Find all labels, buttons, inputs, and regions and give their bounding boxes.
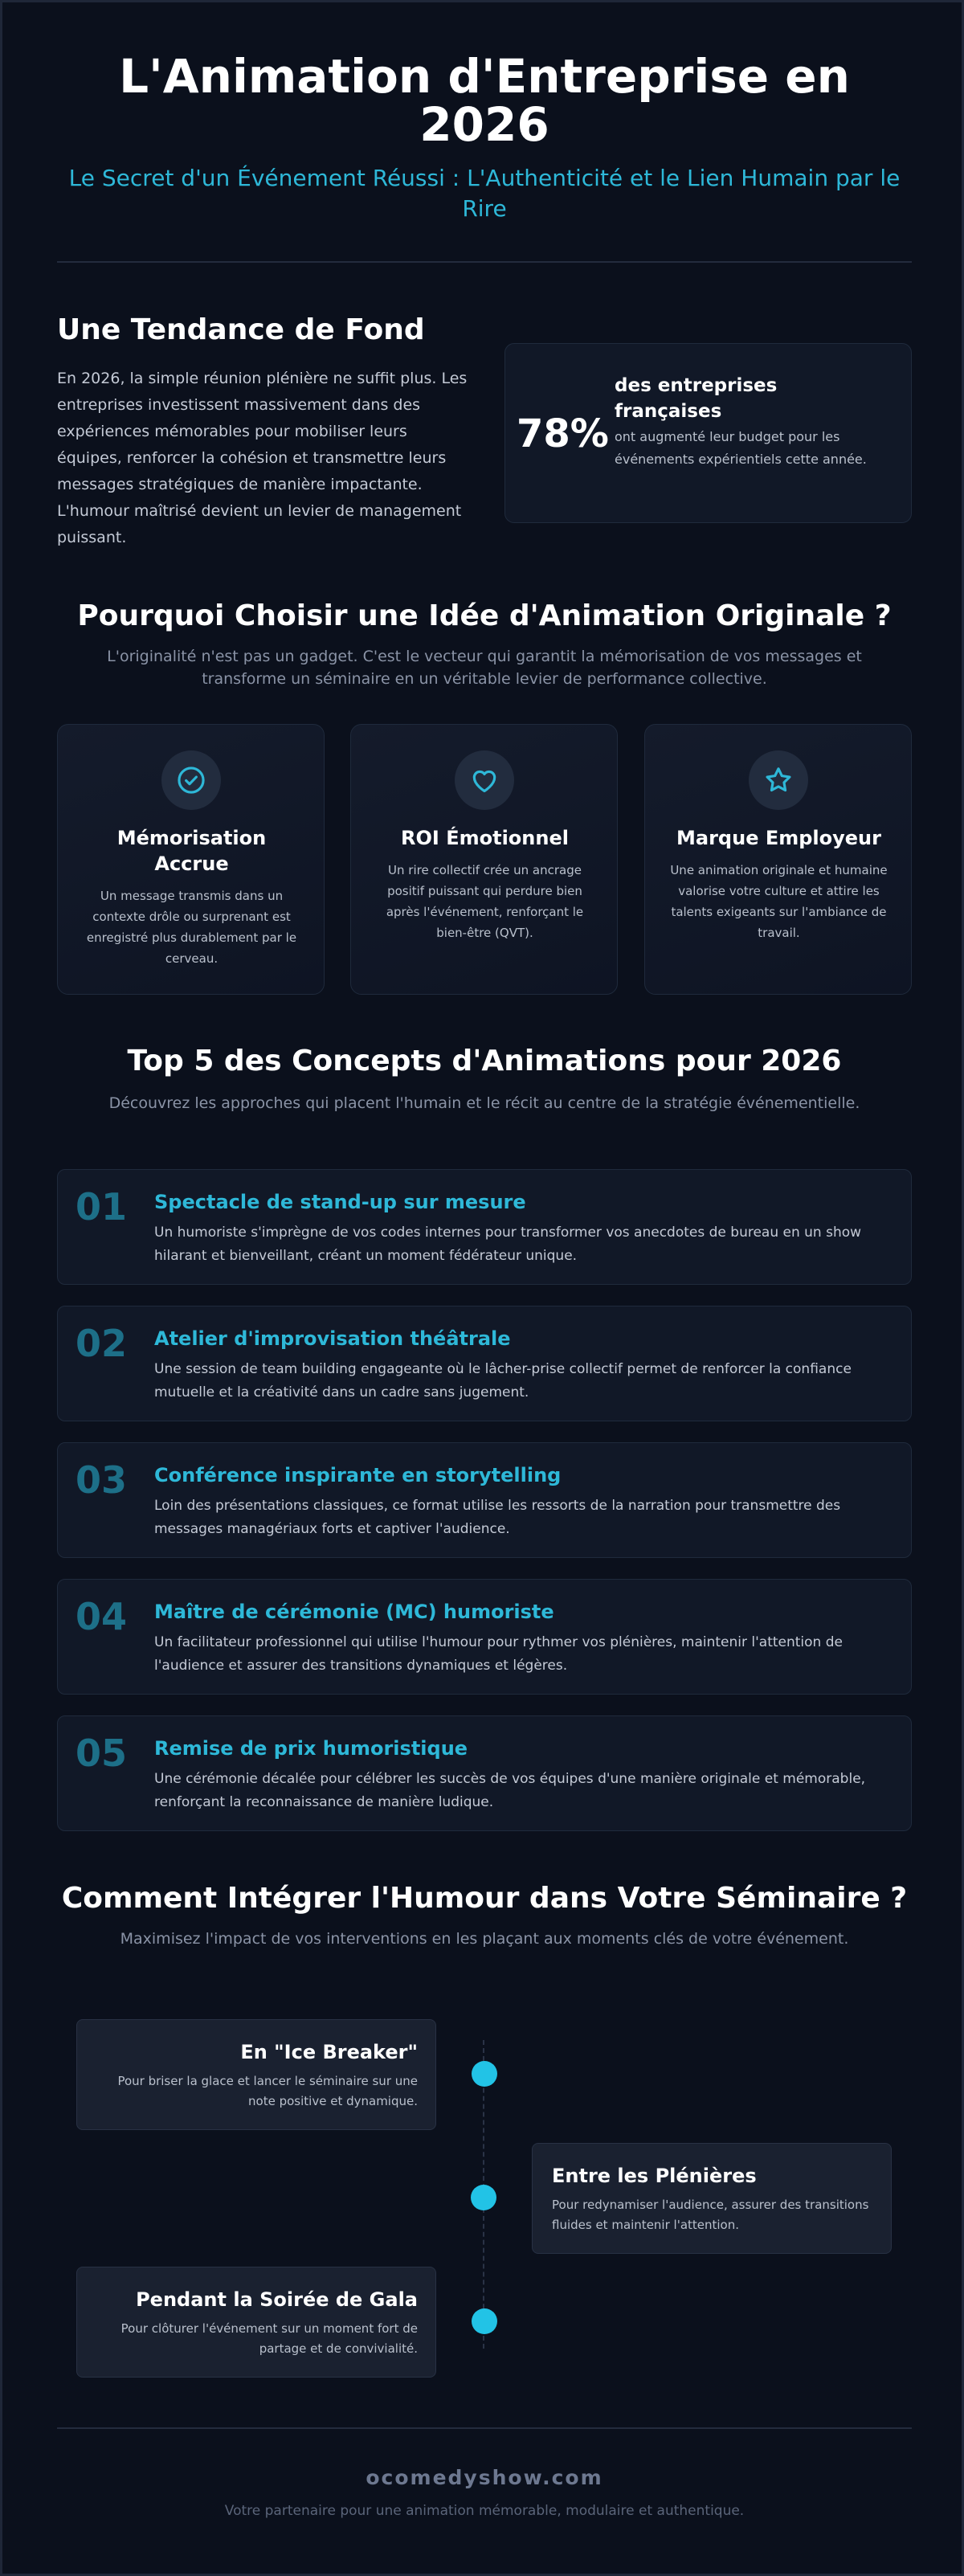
concept-title: Remise de prix humoristique [154, 1737, 468, 1760]
footer-brand[interactable]: ocomedyshow.com [366, 2466, 603, 2489]
timeline-card-ice-breaker [76, 2019, 436, 2130]
why-heading: Pourquoi Choisir une Idée d'Animation Originale ? [77, 599, 892, 632]
timeline-title: En "Ice Breaker" [240, 2041, 418, 2063]
feature-card-marque [644, 724, 912, 995]
feature-description: Une animation originale et humaine valorise votre culture et attire les talents exigeants sur l'ambiance de travail. [670, 863, 888, 940]
concept-title: Conférence inspirante en storytelling [154, 1464, 562, 1486]
timeline-card-plenieres [532, 2143, 892, 2254]
concept-number: 05 [76, 1732, 128, 1775]
star-icon [749, 750, 808, 810]
page-title: L'Animation d'Entreprise en 2026 [119, 49, 850, 152]
trend-heading: Une Tendance de Fond [57, 313, 425, 346]
timeline-dot [472, 2308, 497, 2334]
stat-value: 78% [517, 411, 609, 456]
heart-icon [455, 750, 514, 810]
concept-number: 01 [76, 1185, 128, 1229]
footer-tagline: Votre partenaire pour une animation mémorable, modulaire et authentique. [224, 2503, 745, 2519]
concept-number: 03 [76, 1458, 128, 1502]
feature-card-roi [350, 724, 618, 995]
page-subtitle: Le Secret d'un Événement Réussi : L'Authenticité et le Lien Humain par le Rire [68, 165, 901, 222]
timeline-dot [471, 2185, 496, 2210]
concept-title: Atelier d'improvisation théâtrale [154, 1327, 511, 1350]
timeline-description: Pour briser la glace et lancer le séminaire sur une note positive et dynamique. [117, 2074, 418, 2108]
feature-title: Mémorisation Accrue [116, 827, 267, 875]
feature-title: Marque Employeur [676, 827, 881, 849]
concept-description: Un humoriste s'imprègne de vos codes internes pour transformer vos anecdotes de bureau en un show hilarant et bienveillant, créant un moment fédérateur unique. [154, 1225, 862, 1264]
stat-title: des entreprises françaises [615, 375, 778, 422]
concept-item [57, 1442, 912, 1558]
why-subtitle: L'originalité n'est pas un gadget. C'est le vecteur qui garantit la mémorisation de vos messages et transforme un séminaire en un véritable levier de performance collective. [107, 648, 862, 688]
concept-item [57, 1306, 912, 1421]
concept-description: Une cérémonie décalée pour célébrer les succès de vos équipes d'une manière originale et mémorable, renforçant la reconnaissance de manière ludique. [154, 1771, 866, 1810]
timeline-card-gala [76, 2267, 436, 2378]
stat-card [504, 343, 912, 523]
timeline-title: Entre les Plénières [552, 2165, 757, 2187]
feature-title: ROI Émotionnel [401, 827, 569, 849]
divider [57, 261, 912, 263]
top5-heading: Top 5 des Concepts d'Animations pour 2026 [127, 1045, 842, 1077]
concept-item [57, 1579, 912, 1695]
timeline-description: Pour redynamiser l'audience, assurer des transitions fluides et maintenir l'attention. [552, 2198, 869, 2232]
concept-number: 02 [76, 1322, 128, 1365]
integrate-subtitle: Maximisez l'impact de vos interventions en les plaçant aux moments clés de votre événement. [120, 1930, 849, 1948]
concept-number: 04 [76, 1595, 128, 1638]
timeline-dot [472, 2061, 497, 2087]
concept-description: Un facilitateur professionnel qui utilise l'humour pour rythmer vos plénières, maintenir l'attention de l'audience et assurer des transitions dynamiques et légères. [154, 1634, 843, 1674]
feature-description: Un message transmis dans un contexte drôle ou surprenant est enregistré plus durablement par le cerveau. [86, 889, 297, 966]
stat-description: ont augmenté leur budget pour les événements expérientiels cette année. [615, 429, 867, 467]
concept-item [57, 1715, 912, 1831]
concept-description: Une session de team building engageante où le lâcher-prise collectif permet de renforcer la confiance mutuelle et la créativité dans un cadre sans jugement. [154, 1361, 852, 1400]
feature-card-memorisation [57, 724, 325, 995]
timeline-description: Pour clôturer l'événement sur un moment fort de partage et de convivialité. [120, 2321, 418, 2356]
concept-title: Spectacle de stand-up sur mesure [154, 1191, 526, 1213]
trend-text: En 2026, la simple réunion plénière ne suffit plus. Les entreprises investissent massivement dans des expériences mémorables pour mobiliser leurs équipes, renforcer la cohésion et transmettre leurs messages stratégiques de manière impactante. L'humour maîtrisé devient un levier de management puissant. [57, 370, 468, 546]
check-circle-icon [161, 750, 221, 810]
footer-divider [57, 2427, 912, 2429]
feature-description: Un rire collectif crée un ancrage positif puissant qui perdure bien après l'événement, renforçant le bien-être (QVT). [386, 863, 584, 940]
timeline-title: Pendant la Soirée de Gala [136, 2288, 418, 2311]
concept-description: Loin des présentations classiques, ce format utilise les ressorts de la narration pour transmettre des messages managériaux forts et captiver l'audience. [154, 1498, 841, 1537]
concept-title: Maître de cérémonie (MC) humoriste [154, 1601, 554, 1623]
top5-subtitle: Découvrez les approches qui placent l'humain et le récit au centre de la stratégie événementielle. [108, 1094, 860, 1112]
integrate-heading: Comment Intégrer l'Humour dans Votre Séminaire ? [61, 1882, 908, 1915]
concept-item [57, 1169, 912, 1285]
